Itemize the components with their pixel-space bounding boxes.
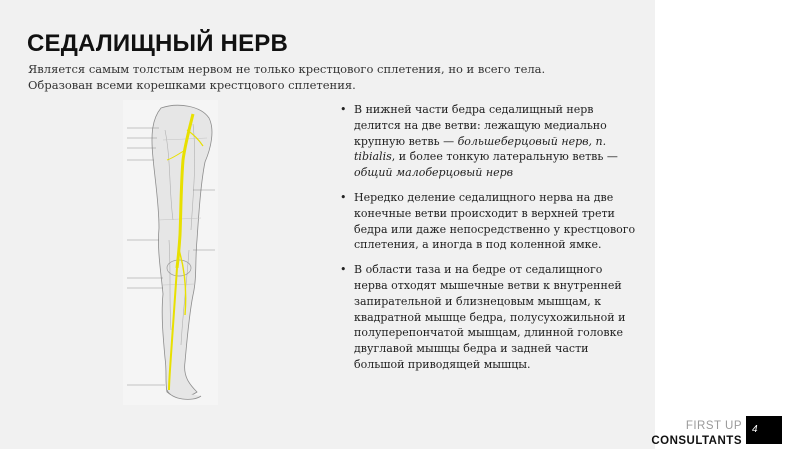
bullet-list — [336, 102, 636, 382]
brand-line-2: CONSULTANTS — [651, 435, 742, 447]
bullet-marker: • — [340, 190, 347, 204]
slide-title: СЕДАЛИЩНЫЙ НЕРВ — [27, 30, 289, 57]
sciatic-nerve-illustration — [123, 100, 218, 405]
slide-right-margin — [655, 0, 800, 449]
bullet-marker: • — [340, 263, 347, 277]
subtitle-line-1: Является самым толстым нервом не только крестцового сплетения, но и всего тела. — [28, 62, 546, 76]
bullet-marker: • — [340, 103, 347, 116]
list-item: • В нижней части бедра седалищный нерв делится на две ветви: лежащую медиально крупную ветвь — большеберцовый нерв, n. tibialis, и более тонкую латеральную ветвь — общий малоберцовый нерв — [340, 103, 618, 180]
list-item: • Нередко деление седалищного нерва на две конечные ветви происходит в верхней трети бедра или даже непосредственно у крестцового сплетения, а иногда в под коленной ямке. — [340, 190, 636, 252]
brand-logo — [651, 419, 742, 449]
leg-anatomy-drawing — [123, 100, 218, 405]
leg-outline — [152, 105, 212, 396]
brand-line-1: FIRST UP — [685, 420, 742, 432]
list-item: • В области таза и на бедре от седалищного нерва отходят мышечные ветви к внутренней запирательной и близнецовым мышцам, к квадратной мышце бедра, полусухожильной и полуперепончатой мышцам, длинной головке двуглавой мышцы бедра и задней части большой приводящей мышцы. — [340, 263, 626, 371]
slide-subtitle — [28, 61, 638, 93]
subtitle-line-2: Образован всеми корешками крестцового сплетения. — [28, 78, 356, 92]
page-number: 4 — [746, 416, 782, 444]
